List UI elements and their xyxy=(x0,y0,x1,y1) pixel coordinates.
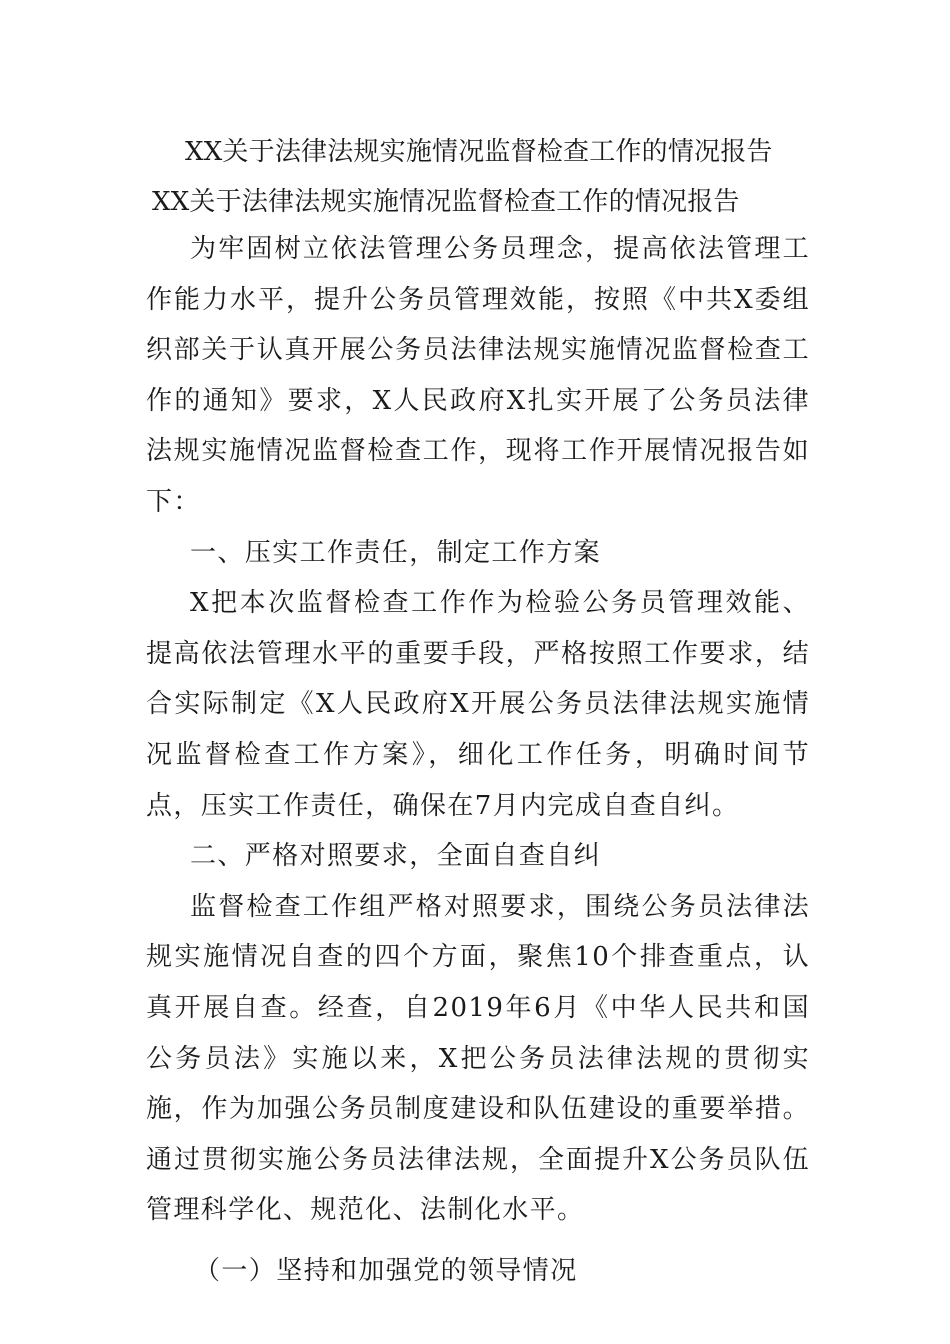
section-heading-2: 二、严格对照要求，全面自查自纠 xyxy=(190,841,602,872)
document-title-repeat: XX关于法律法规实施情况监督检查工作的情况报告 xyxy=(152,187,740,217)
section-heading-1: 一、压实工作责任，制定工作方案 xyxy=(190,537,602,568)
document-title: XX关于法律法规实施情况监督检查工作的情况报告 xyxy=(185,137,773,167)
section-1-paragraph: X把本次监督检查工作作为检验公务员管理效能、提高依法管理水平的重要手段，严格按照工作要求，结合实际制定《X人民政府X开展公务员法律法规实施情况监督检查工作方案》，细化工作任务，明确时间节点，压实工作责任，确保在7月内完成自查自纠。 xyxy=(146,588,810,821)
document-body xyxy=(146,224,810,1296)
subsection-heading-1: （一）坚持和加强党的领导情况 xyxy=(194,1255,578,1286)
intro-paragraph: 为牢固树立依法管理公务员理念，提高依法管理工作能力水平，提升公务员管理效能，按照《中共X委组织部关于认真开展公务员法律法规实施情况监督检查工作的通知》要求，X人民政府X扎实开展了公务员法律法规实施情况监督检查工作，现将工作开展情况报告如下： xyxy=(146,234,810,517)
section-2-paragraph: 监督检查工作组严格对照要求，围绕公务员法律法规实施情况自查的四个方面，聚焦10个排查重点，认真开展自查。经查，自2019年6月《中华人民共和国公务员法》实施以来，X把公务员法律法规的贯彻实施，作为加强公务员制度建设和队伍建设的重要举措。通过贯彻实施公务员法律法规，全面提升X公务员队伍管理科学化、规范化、法制化水平。 xyxy=(146,891,810,1226)
